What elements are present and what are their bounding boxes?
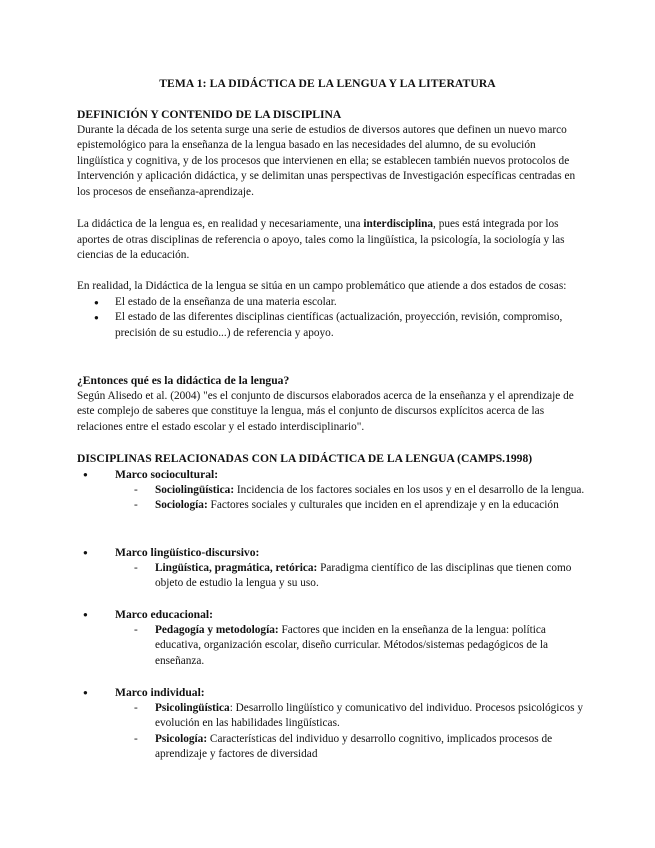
discipline-term: Pedagogía y metodología: — [155, 623, 279, 636]
disciplines-heading-block — [77, 451, 585, 467]
definition-section — [77, 107, 585, 201]
paragraph-text: La didáctica de la lengua es, en realidad y necesariamente, una — [77, 218, 364, 230]
question-section — [77, 373, 585, 435]
discipline-item — [77, 561, 585, 592]
discipline-item — [77, 623, 585, 670]
discipline-item — [77, 701, 585, 732]
group-title: ● Marco educacional: — [77, 607, 585, 623]
list-item: ● El estado de la enseñanza de una materia escolar. — [77, 295, 585, 311]
group-educacional — [77, 607, 585, 669]
discipline-term: Sociología: — [155, 499, 208, 512]
section-heading-definition: DEFINICIÓN Y CONTENIDO DE LA DISCIPLINA — [77, 108, 342, 121]
discipline-desc: Factores que inciden en la enseñanza de la lengua: política educativa, organización escolar, diseño curricular. Métodos/sistemas pedagógicos de la enseñanza. — [155, 623, 549, 667]
paragraph-text: , pues está integrada por los aportes de otras disciplinas de referencia o apoyo, tales como la lingüística, la psicología, la sociología y las ciencias de la educación. — [77, 218, 565, 262]
keyword-interdisciplina: interdisciplina — [363, 218, 434, 230]
paragraph-campo: En realidad, la Didáctica de la lengua se sitúa en un campo problemático que atiende a dos estados de cosas: — [77, 280, 567, 292]
group-sociocultural — [77, 467, 585, 514]
group-linguistico — [77, 545, 585, 592]
list-item: ● El estado de las diferentes disciplinas científicas (actualización, proyección, revisión, compromiso, precisión de su estudio...) de referencia y apoyo. — [77, 310, 585, 341]
paragraph-intro: Durante la década de los setenta surge una serie de estudios de diversos autores que definen un nuevo marco epistemológico para la enseñanza de la lengua basado en las necesidades del alumno, de su evolución lingüística y cognitiva, y de los procesos que intervienen en ella; se establecen también nuevos protocolos de Intervención y aplicación didáctica, y se delimitan unas perspectivas de Investigación específicas centradas en los procesos de enseñanza-aprendizaje. — [77, 123, 576, 198]
group-title: ● Marco individual: — [77, 685, 585, 701]
discipline-term: Lingüística, pragmática, retórica: — [155, 561, 318, 574]
group-title: ● Marco sociocultural: — [77, 467, 585, 483]
discipline-desc: : Desarrollo lingüístico y comunicativo del individuo. Procesos psicológicos y evolución en las habilidades lingüísticas. — [155, 701, 583, 730]
question-heading: ¿Entonces qué es la didáctica de la lengua? — [77, 374, 290, 387]
campo-problematico-block — [77, 279, 585, 341]
group-individual — [77, 685, 585, 763]
document-title: TEMA 1: LA DIDÁCTICA DE LA LENGUA Y LA LITERATURA — [159, 77, 496, 90]
discipline-desc: Paradigma científico de las disciplinas que tienen como objeto de estudio la lengua y su uso. — [155, 561, 572, 590]
question-answer: Según Alisedo et al. (2004) "es el conjunto de discursos elaborados acerca de la enseñanza y el aprendizaje de este complejo de saberes que constituye la lengua, más el conjunto de discursos explícitos acerca de las relaciones entre el estado escolar y el estado interdisciplinario". — [77, 389, 574, 433]
discipline-item — [77, 498, 585, 514]
estados-list — [77, 295, 585, 342]
discipline-item — [77, 732, 585, 763]
discipline-term: Psicolingüística — [155, 701, 230, 714]
discipline-term: Sociolingüística: — [155, 483, 235, 496]
discipline-item — [77, 483, 585, 499]
interdisciplina-paragraph — [77, 217, 585, 264]
discipline-term: Psicología: — [155, 732, 208, 745]
group-title: ● Marco lingüístico-discursivo: — [77, 545, 585, 561]
discipline-desc: Factores sociales y culturales que inciden en el aprendizaje y en la educación — [207, 499, 559, 512]
section-heading-disciplines: DISCIPLINAS RELACIONADAS CON LA DIDÁCTICA DE LA LENGUA (CAMPS.1998) — [77, 452, 533, 465]
discipline-desc: Características del individuo y desarrollo cognitivo, implicados procesos de aprendizaje y factores de diversidad — [155, 732, 553, 761]
discipline-desc: Incidencia de los factores sociales en los usos y en el desarrollo de la lengua. — [234, 483, 585, 496]
